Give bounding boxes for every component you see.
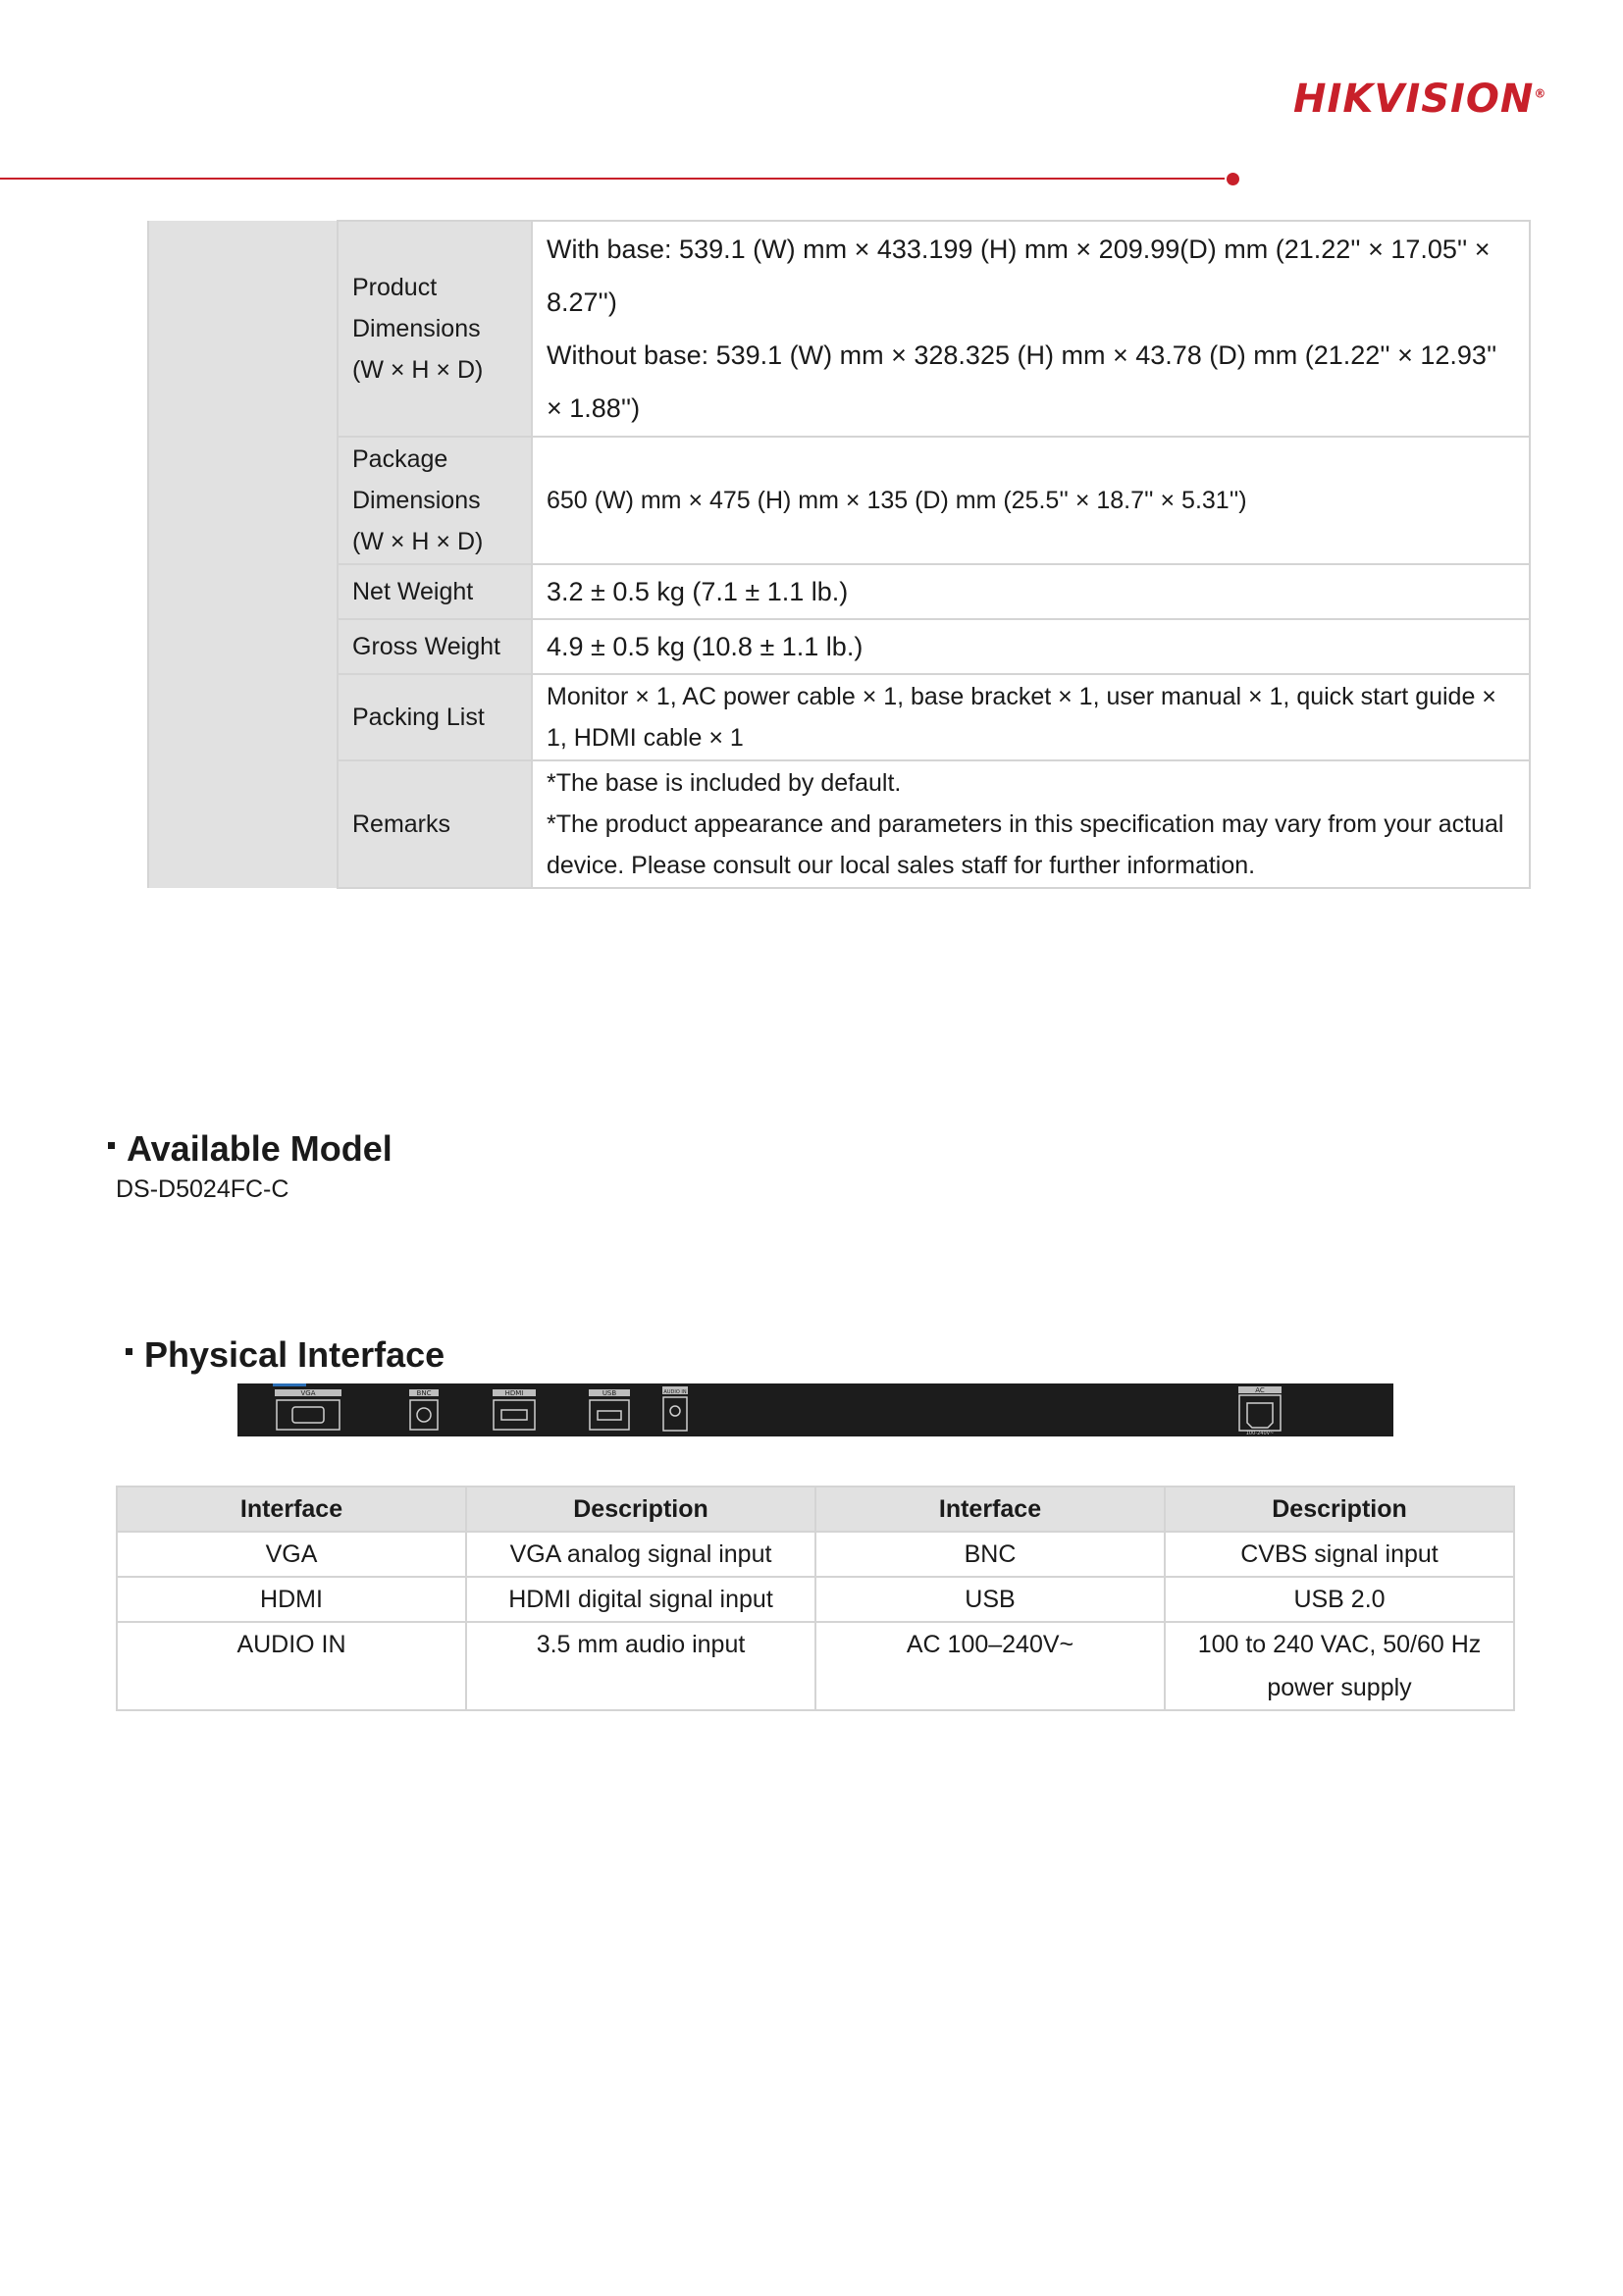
model-number: DS-D5024FC-C bbox=[116, 1175, 289, 1203]
spec-value-line: *The product appearance and parameters in this specification may vary from your actual device. Please consult our local sales staff for further information. bbox=[547, 810, 1504, 879]
spec-table bbox=[147, 220, 1531, 889]
heading-bullet bbox=[126, 1348, 132, 1355]
column-header: Interface bbox=[815, 1487, 1165, 1532]
hdmi-label: HDMI bbox=[504, 1389, 524, 1397]
brand-logo: HIKVISION® bbox=[1293, 77, 1547, 122]
audio-label: AUDIO IN bbox=[663, 1389, 687, 1395]
rear-panel-illustration bbox=[237, 1383, 1393, 1436]
spec-row bbox=[148, 674, 1530, 760]
table-row bbox=[117, 1622, 1514, 1710]
header-rule bbox=[0, 178, 1225, 180]
spec-label: Remarks bbox=[338, 760, 532, 888]
spec-value-line: 650 (W) mm × 475 (H) mm × 135 (D) mm (25.5'' × 18.7'' × 5.31'') bbox=[547, 487, 1247, 514]
table-cell: 100 to 240 VAC, 50/60 Hz power supply bbox=[1165, 1622, 1514, 1710]
available-model-heading: Available Model bbox=[108, 1128, 393, 1170]
table-cell: HDMI bbox=[117, 1577, 466, 1622]
spec-label: Net Weight bbox=[338, 564, 532, 619]
spec-label: Gross Weight bbox=[338, 619, 532, 674]
table-cell: 3.5 mm audio input bbox=[466, 1622, 815, 1710]
bnc-label: BNC bbox=[416, 1389, 432, 1397]
panel-accent bbox=[273, 1383, 306, 1386]
usb-label: USB bbox=[602, 1389, 617, 1397]
spec-value-line: *The base is included by default. bbox=[547, 769, 902, 797]
spec-row bbox=[148, 760, 1530, 888]
spec-row bbox=[148, 564, 1530, 619]
table-cell: AUDIO IN bbox=[117, 1622, 466, 1710]
ac-label: AC bbox=[1255, 1386, 1265, 1394]
spec-label: Packing List bbox=[338, 674, 532, 760]
spec-value-line: 3.2 ± 0.5 kg (7.1 ± 1.1 lb.) bbox=[547, 577, 849, 606]
column-header: Interface bbox=[117, 1487, 466, 1532]
table-cell: USB bbox=[815, 1577, 1165, 1622]
table-cell: VGA analog signal input bbox=[466, 1532, 815, 1577]
spec-value bbox=[532, 760, 1530, 888]
table-row bbox=[117, 1532, 1514, 1577]
table-cell: BNC bbox=[815, 1532, 1165, 1577]
spec-value bbox=[532, 564, 1530, 619]
column-header: Description bbox=[466, 1487, 815, 1532]
spec-value bbox=[532, 674, 1530, 760]
table-cell: VGA bbox=[117, 1532, 466, 1577]
spec-row bbox=[148, 437, 1530, 564]
header-rule-dot bbox=[1227, 173, 1239, 185]
table-cell: CVBS signal input bbox=[1165, 1532, 1514, 1577]
table-cell: USB 2.0 bbox=[1165, 1577, 1514, 1622]
category-cell bbox=[148, 221, 338, 888]
table-cell: HDMI digital signal input bbox=[466, 1577, 815, 1622]
spec-value-line: Without base: 539.1 (W) mm × 328.325 (H) mm × 43.78 (D) mm (21.22'' × 12.93'' × 1.88'') bbox=[547, 340, 1497, 423]
column-header: Description bbox=[1165, 1487, 1514, 1532]
interface-header-row bbox=[117, 1487, 1514, 1532]
physical-interface-heading: Physical Interface bbox=[126, 1334, 445, 1376]
table-cell: AC 100–240V~ bbox=[815, 1622, 1165, 1710]
spec-value-line: 4.9 ± 0.5 kg (10.8 ± 1.1 lb.) bbox=[547, 632, 864, 661]
spec-label: Package Dimensions (W × H × D) bbox=[338, 437, 532, 564]
spec-value-line: Monitor × 1, AC power cable × 1, base bracket × 1, user manual × 1, quick start guide × 1, HDMI cable × 1 bbox=[547, 683, 1496, 752]
heading-bullet bbox=[108, 1142, 115, 1149]
ac-rating-label: 100-240V~ bbox=[1245, 1431, 1275, 1436]
spec-label: Product Dimensions (W × H × D) bbox=[338, 221, 532, 437]
spec-value bbox=[532, 221, 1530, 437]
vga-label: VGA bbox=[300, 1389, 316, 1397]
spec-value bbox=[532, 619, 1530, 674]
interface-table bbox=[116, 1486, 1515, 1711]
spec-row bbox=[148, 619, 1530, 674]
spec-value bbox=[532, 437, 1530, 564]
table-row bbox=[117, 1577, 1514, 1622]
spec-value-line: With base: 539.1 (W) mm × 433.199 (H) mm × 209.99(D) mm (21.22'' × 17.05'' × 8.27'') bbox=[547, 235, 1491, 317]
spec-row bbox=[148, 221, 1530, 437]
